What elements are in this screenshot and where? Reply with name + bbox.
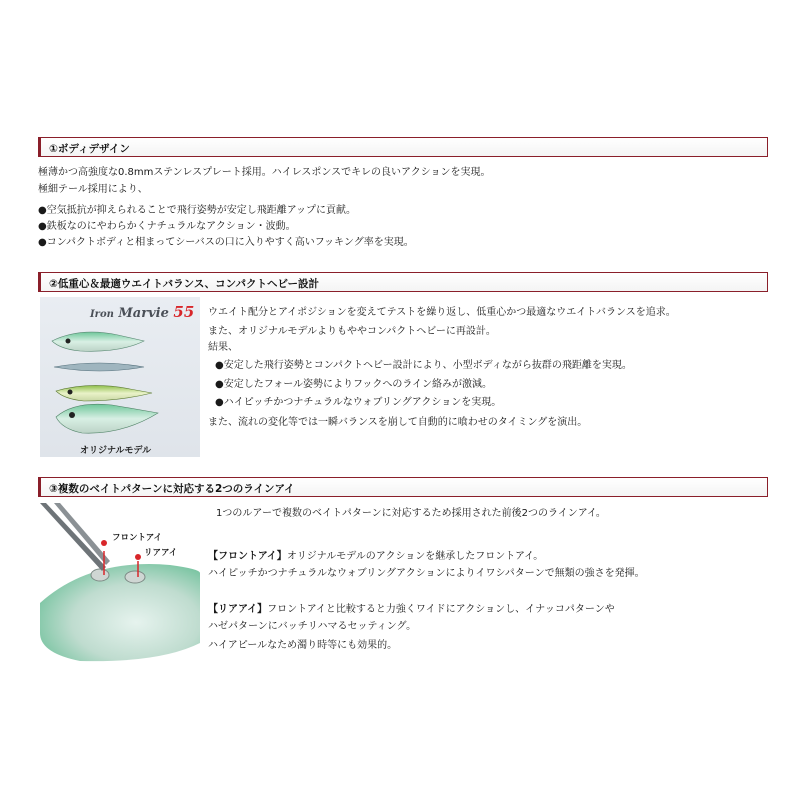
rear-eye-marker [135,554,141,560]
product-logo: Iron Marvie 55 [90,303,195,321]
section-2-bullet-1: ●安定した飛行姿勢とコンパクトヘビー設計により、小型ボディながら抜群の飛距離を実現。 [215,360,632,371]
front-eye-paragraph-1 [208,550,543,564]
front-eye-text-2: ハイピッチかつナチュラルなウォブリングアクションによりイワシパターンで無類の強さを発揮。 [208,568,645,579]
section-1-line-2: 極細テール採用により、 [38,184,148,195]
section-2-line-1: ウエイト配分とアイポジションを変えてテストを繰り返し、低重心かつ最適なウエイトバランスを追求。 [208,307,676,318]
section-2-header [38,272,768,292]
section-2-footer: また、流れの変化等では一瞬バランスを崩して自動的に喰わせのタイミングを演出。 [208,417,588,428]
product-image-iron-marvie [40,297,200,457]
section-3-intro: 1つのルアーで複数のベイトパターンに対応するため採用された前後2つのラインアイ。 [216,508,606,519]
front-eye-label: フロントアイ [112,533,162,543]
section-2-bullet-3: ●ハイピッチかつナチュラルなウォブリングアクションを実現。 [215,397,502,408]
front-eye-text-1: オリジナルモデルのアクションを継承したフロントアイ。 [286,551,544,562]
rear-eye-label: リアアイ [144,548,178,558]
section-1-title: ①ボディデザイン [49,143,130,155]
original-model-caption: オリジナルモデル [80,446,152,456]
section-2-line-2: また、オリジナルモデルよりもややコンパクトヘビーに再設計。 [208,326,496,337]
line-eye-closeup-image [40,503,200,663]
rear-eye-title: 【リアアイ】 [208,604,268,615]
rear-eye-text-2: ハゼパターンにバッチリハマるセッティング。 [208,621,417,632]
line-eye-illustration [40,503,200,663]
front-eye-marker [101,540,107,546]
rear-eye-paragraph-1 [208,603,615,617]
section-1-bullet-2: ●鉄板なのにやわらかくナチュラルなアクション・波動。 [38,221,296,232]
section-1-bullet-1: ●空気抵抗が抑えられることで飛行姿勢が安定し飛距離アップに貢献。 [38,205,357,216]
section-1-header [38,137,768,157]
section-3-title: ③複数のベイトパターンに対応する2つのラインアイ [49,483,295,495]
section-3-header [38,477,768,497]
section-2-bullet-2: ●安定したフォール姿勢によりフックへのライン絡みが激減。 [215,379,493,390]
rear-eye-text-3: ハイアピールなため濁り時等にも効果的。 [208,640,398,651]
front-eye-title: 【フロントアイ】 [208,551,287,562]
section-1-line-1: 極薄かつ高強度な0.8mmステンレスプレート採用。ハイレスポンスでキレの良いアクションを実現。 [38,167,491,178]
rear-eye-text-1: フロントアイと比較すると力強くワイドにアクションし、イナッコパターンや [267,604,615,615]
section-2-title: ②低重心＆最適ウエイトバランス、コンパクトヘビー設計 [49,278,320,290]
section-2-line-3: 結果、 [208,342,238,353]
lure-lineup-illustration [40,297,200,457]
section-1-bullet-3: ●コンパクトボディと相まってシーバスの口に入りやすく高いフッキング率を実現。 [38,237,414,248]
